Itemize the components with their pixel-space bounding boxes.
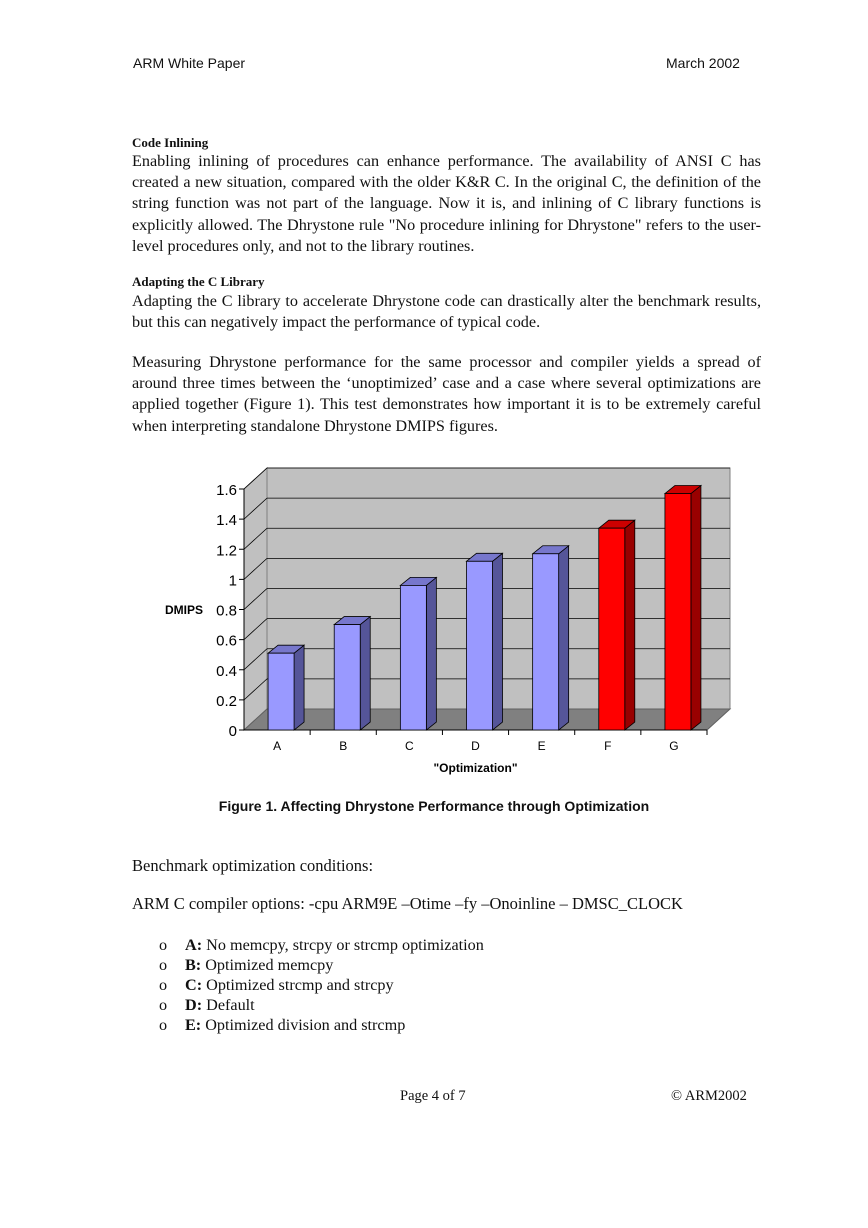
section-heading-code-inlining: Code Inlining	[132, 135, 209, 150]
figure-caption: Figure 1. Affecting Dhrystone Performance through Optimization	[218, 798, 650, 814]
bullet-icon: o	[159, 1016, 168, 1034]
x-tick-label: E	[537, 739, 546, 753]
option-text: Optimized division and strcmp	[201, 1016, 406, 1034]
dhrystone-bar-chart	[150, 458, 750, 788]
bar	[533, 554, 559, 730]
bullet-icon: o	[159, 996, 168, 1014]
y-tick-label: 0	[228, 723, 237, 740]
footer-page-number: Page 4 of 7	[400, 1088, 466, 1104]
paragraph-measuring-dhrystone: Measuring Dhrystone performance for the same processor and compiler yields a spread of around three times between the ‘unoptimized’ case and a case where several optimizations are applied together (Figure 1). This test demonstrates how important it is to be extremely careful when interpreting standalone Dhrystone DMIPS figures.	[132, 353, 761, 435]
y-tick-label: 0.8	[216, 602, 237, 620]
list-item	[132, 955, 484, 975]
bar-side	[426, 577, 436, 730]
x-tick-label: D	[471, 739, 480, 753]
bar-side	[294, 645, 304, 730]
bar-side	[559, 546, 569, 730]
x-tick-label: C	[405, 739, 414, 753]
bar	[467, 561, 493, 730]
bar	[400, 585, 426, 730]
section-heading-adapting-c-library: Adapting the C Library	[132, 274, 265, 289]
bullet-icon: o	[159, 936, 168, 954]
list-item	[132, 975, 484, 995]
option-label: A:	[185, 936, 203, 954]
bar	[665, 494, 691, 730]
y-tick-label: 1.4	[216, 512, 237, 530]
option-text: Default	[202, 996, 255, 1014]
y-tick-label: 0.4	[216, 662, 237, 680]
bar	[268, 653, 294, 730]
paragraph-code-inlining: Enabling inlining of procedures can enhance performance. The availability of ANSI C has created a new situation, compared with the older K&R C. In the original C, the definition of the string function was not part of the language. Now it is, and inlining of C library functions is explicitly allowed. The Dhrystone rule "No procedure inlining for Dhrystone" refers to the user-level procedures only, and not to the library routines.	[132, 152, 761, 255]
y-tick-label: 1	[228, 572, 237, 590]
option-label: E:	[185, 1016, 202, 1034]
bar	[599, 528, 625, 730]
list-item	[132, 1015, 484, 1035]
bullet-icon: o	[159, 956, 168, 974]
list-item	[132, 995, 484, 1015]
x-axis-label: "Optimization"	[433, 761, 518, 775]
option-text: Optimized memcpy	[201, 956, 334, 974]
x-tick-label: F	[604, 739, 612, 753]
bar-side	[691, 486, 701, 730]
header-date: March 2002	[666, 55, 740, 71]
header-title: ARM White Paper	[133, 55, 246, 71]
y-tick-label: 1.6	[216, 482, 237, 499]
bar-side	[625, 520, 635, 730]
option-text: Optimized strcmp and strcpy	[202, 976, 394, 994]
compiler-options: ARM C compiler options: -cpu ARM9E –Otime –fy –Onoinline – DMSC_CLOCK	[132, 894, 683, 913]
bar-side	[360, 617, 370, 730]
optimization-options-list	[132, 935, 484, 1035]
y-axis-label: DMIPS	[165, 603, 204, 617]
option-label: B:	[185, 956, 202, 974]
bullet-icon: o	[159, 976, 168, 994]
conditions-title: Benchmark optimization conditions:	[132, 856, 374, 875]
x-tick-label: B	[339, 739, 348, 753]
footer-copyright: © ARM2002	[671, 1088, 747, 1104]
bar	[334, 625, 360, 730]
paragraph-adapting-c-library: Adapting the C library to accelerate Dhrystone code can drastically alter the benchmark results, but this can negatively impact the performance of typical code.	[132, 292, 761, 332]
option-label: D:	[185, 996, 203, 1014]
x-tick-label: G	[669, 739, 679, 753]
y-tick-label: 0.6	[216, 632, 237, 650]
bar-side	[493, 553, 503, 730]
list-item	[132, 935, 484, 955]
option-label: C:	[185, 976, 203, 994]
y-tick-label: 0.2	[216, 692, 237, 710]
y-tick-label: 1.2	[216, 542, 237, 560]
x-tick-label: A	[273, 739, 282, 753]
option-text: No memcpy, strcpy or strcmp optimization	[202, 936, 484, 954]
